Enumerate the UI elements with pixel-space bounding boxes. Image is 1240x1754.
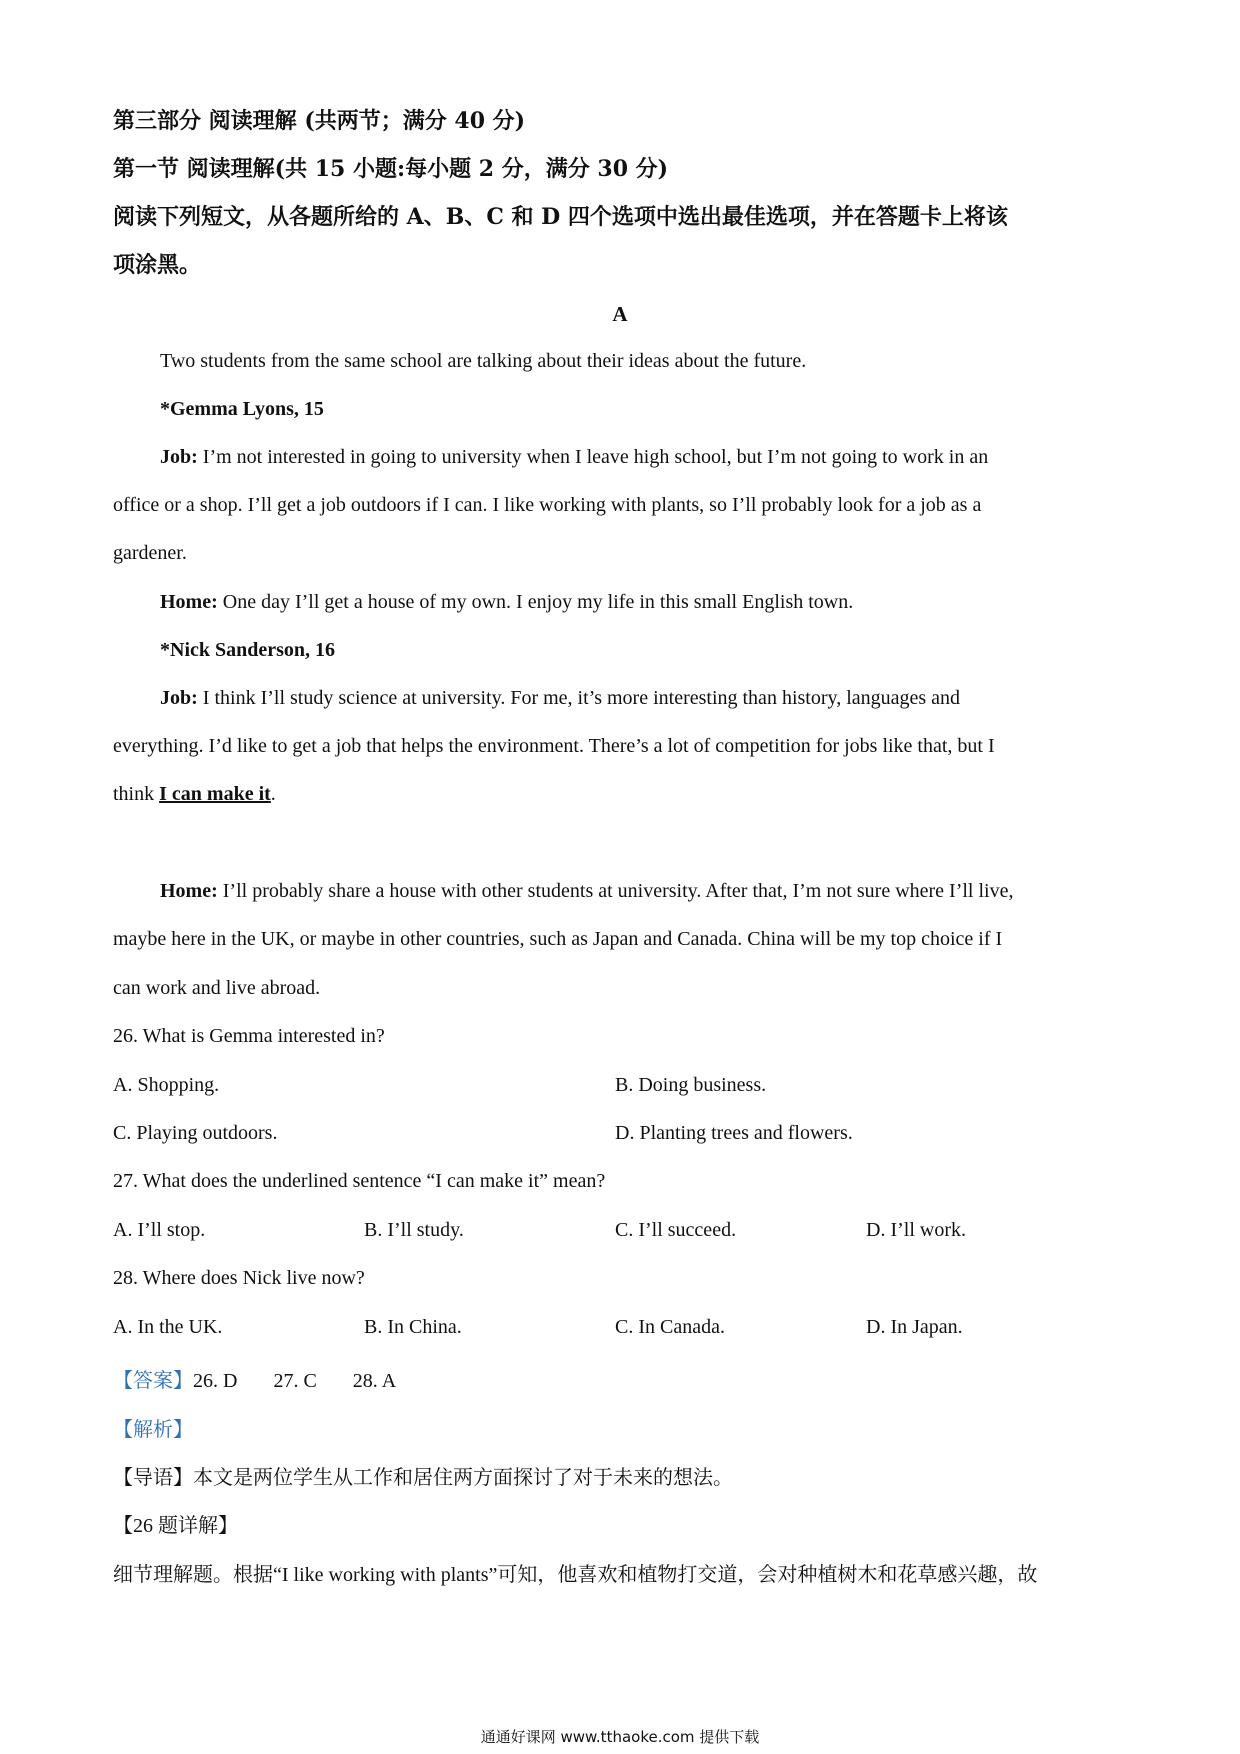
answer-item: 28. A xyxy=(352,1370,397,1392)
gemma-job-line: gardener. xyxy=(113,542,187,564)
home-text: I’ll probably share a house with other students at university. After that, I’m not sure where I’ll live, xyxy=(217,880,1014,902)
question-option: C. In Canada. xyxy=(615,1316,725,1338)
nick-home-line: can work and live abroad. xyxy=(113,977,321,999)
question-option: D. I’ll work. xyxy=(866,1219,966,1241)
question-option: A. I’ll stop. xyxy=(113,1219,206,1241)
question-option: C. I’ll succeed. xyxy=(615,1219,737,1241)
guide-line xyxy=(113,1461,1130,1490)
guide-text: 本文是两位学生从工作和居住两方面探讨了对于未来的想法。 xyxy=(193,1467,733,1489)
nick-job-line: everything. I’d like to get a job that helps the environment. There’s a lot of competition for jobs like that, but I xyxy=(113,735,995,757)
nick-home-line xyxy=(160,880,1130,903)
instruction-line: 项涂黑。 xyxy=(113,252,202,278)
nick-job-line xyxy=(113,783,1130,806)
job-text: . xyxy=(270,783,276,805)
instruction-line: 阅读下列短文，从各题所给的 A、B、C 和 D 四个选项中选出最佳选项，并在答题卡上将该 xyxy=(113,204,1008,230)
section-title: 第三部分 阅读理解 (共两节；满分 40 分) xyxy=(113,108,526,134)
question-stem: 27. What does the underlined sentence “I can make it” mean? xyxy=(113,1170,606,1192)
answer-label: 【答案】 xyxy=(113,1370,193,1392)
gemma-job-line: office or a shop. I’ll get a job outdoors if I can. I like working with plants, so I’ll probably look for a job as a xyxy=(113,494,982,516)
question-stem: 26. What is Gemma interested in? xyxy=(113,1025,385,1047)
passage-letter: A xyxy=(612,302,628,326)
job-text: I’m not interested in going to university when I leave high school, but I’m not going to work in an xyxy=(197,446,989,468)
question-option: A. Shopping. xyxy=(113,1074,220,1096)
passage-intro: Two students from the same school are talking about their ideas about the future. xyxy=(160,350,807,372)
question-option: D. In Japan. xyxy=(866,1316,963,1338)
answer-line xyxy=(113,1364,1130,1393)
job-text: think xyxy=(113,783,160,805)
student-name: *Nick Sanderson, 16 xyxy=(160,639,336,661)
job-label: Job: xyxy=(160,687,198,709)
question-option: C. Playing outdoors. xyxy=(113,1122,278,1144)
subsection-title: 第一节 阅读理解(共 15 小题:每小题 2 分，满分 30 分) xyxy=(113,156,669,182)
q26-detail-text: 细节理解题。根据“I like working with plants”可知，他喜欢和植物打交道，会对种植树木和花草感兴趣，故 xyxy=(113,1564,1038,1586)
home-label: Home: xyxy=(160,591,218,613)
nick-job-line xyxy=(160,687,1130,710)
q26-detail-label: 【26 题详解】 xyxy=(113,1515,238,1537)
gemma-home-line xyxy=(160,591,1130,614)
home-label: Home: xyxy=(160,880,218,902)
analysis-label: 【解析】 xyxy=(113,1419,193,1441)
question-stem: 28. Where does Nick live now? xyxy=(113,1267,365,1289)
underlined-sentence: I can make it xyxy=(159,783,271,805)
question-option: B. In China. xyxy=(364,1316,462,1338)
answer-item: 27. C xyxy=(273,1370,317,1392)
student-name: *Gemma Lyons, 15 xyxy=(160,398,324,420)
job-label: Job: xyxy=(160,446,198,468)
guide-label: 【导语】 xyxy=(113,1467,193,1489)
home-text: One day I’ll get a house of my own. I enjoy my life in this small English town. xyxy=(217,591,854,613)
question-option: D. Planting trees and flowers. xyxy=(615,1122,853,1144)
nick-home-line: maybe here in the UK, or maybe in other countries, such as Japan and Canada. China will be my top choice if I xyxy=(113,928,1003,950)
question-option: B. Doing business. xyxy=(615,1074,767,1096)
page-footer: 通通好课网 www.tthaoke.com 提供下载 xyxy=(480,1728,760,1746)
question-option: A. In the UK. xyxy=(113,1316,223,1338)
gemma-job-line xyxy=(160,446,1130,469)
question-option: B. I’ll study. xyxy=(364,1219,464,1241)
answer-item: 26. D xyxy=(193,1370,238,1392)
job-text: I think I’ll study science at university. For me, it’s more interesting than history, languages and xyxy=(197,687,961,709)
